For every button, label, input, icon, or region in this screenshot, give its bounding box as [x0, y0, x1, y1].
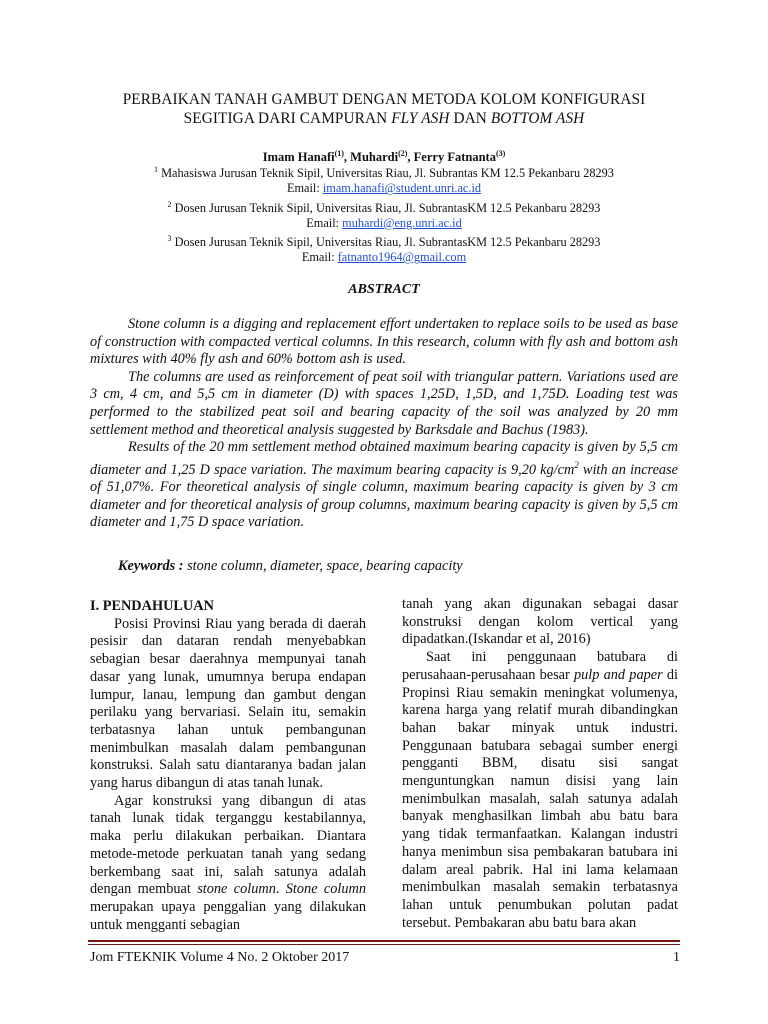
title-bottom-ash: BOTTOM ASH: [490, 110, 585, 127]
footer-page-number: 1: [673, 950, 680, 965]
abstract-paragraph-3-b: with an increase of 51,07%. For theoretical analysis of single column, maximum bearing capacity is given by 3 cm diameter and for theoretical analysis of group columns, maximum bearing capacity is given by 5,5 cm diameter and 1,75 D space variation.: [90, 461, 678, 531]
title-line-2-mid: DAN: [449, 110, 491, 127]
email-label: Email:: [286, 181, 323, 196]
author-list: Imam Hanafi$^{(1)}$, Muhardi$^{(2)}$, Ferry Fatnanta$^{(3)}$: [262, 149, 506, 165]
abstract-paragraph-1: Stone column is a digging and replacement effort undertaken to replace soils to be used as base of construction with compacted vertical columns. In this research, column with fly ash and bottom ash mixtures with 40% fly ash and 60% bottom ash is used.: [90, 316, 678, 368]
abstract-unit-superscript: 2: [574, 459, 579, 470]
intro-term-stone-column: stone column: [197, 881, 276, 898]
title-line-2: [90, 109, 678, 128]
left-column: [90, 598, 366, 934]
title-fly-ash: FLY ASH: [391, 110, 450, 127]
intro-paragraph-3: [402, 649, 678, 932]
intro-paragraph-continued: tanah yang akan digunakan sebagai dasar konstruksi dengan kolom vertical yang dipadatkan.(Iskandar et al, 2016): [402, 596, 678, 648]
intro-paragraph-1: Posisi Provinsi Riau yang berada di daerah pesisir dan dataran rendah menyebabkan sebagian besar daerahnya mempunyai tanah dasar yang lunak, umumnya berupa endapan lumpur, lanau, lempung dan gambut dengan perilaku yang bervariasi. Selain itu, semakin terbatasnya lahan untuk pembangunan menimbulkan masalah dalam pembangunan konstruksi. Salah satu diantaranya badan jalan yang harus dibangun di atas tanah lunak.: [90, 615, 366, 792]
keywords-text: stone column, diameter, space, bearing capacity: [183, 558, 463, 574]
affiliation-3-text: Dosen Jurusan Teknik Sipil, Universitas Riau, Jl. SubrantasKM 12.5 Pekanbaru 28293: [174, 235, 601, 250]
affiliation-2-num: 2: [167, 199, 172, 209]
title-line-2-pre: SEGITIGA DARI CAMPURAN: [183, 110, 392, 127]
affiliation-2: [90, 197, 678, 216]
abstract-paragraph-2: The columns are used as reinforcement of peat soil with triangular pattern. Variations used are 3 cm, 4 cm, and 5,5 cm in diameter (D) with spaces 1,25D, 1,5D, and 1,75D. Loading test was performed to the stabilized peat soil and bearing capacity of the soil was analyzed by 20 mm settlement method and theoretical analysis suggested by Barksdale and Bachus (1983).: [90, 368, 678, 438]
right-column: [402, 596, 678, 932]
abstract-body: [90, 316, 678, 532]
author-2-mark: (2): [398, 149, 408, 158]
intro-paragraph-3-a: Saat ini penggunaan batubara di perusahaan-perusahaan besar: [402, 649, 678, 683]
affiliation-3-num: 3: [167, 234, 172, 243]
email-link-2[interactable]: muhardi@eng.unri.ac.id: [342, 215, 462, 230]
intro-paragraph-2-a: Agar konstruksi yang dibangun di atas tanah lunak tidak terganggu kestabilannya, maka perlu dilakukan perbaikan. Diantara metode-metode perkuatan tanah yang sedang berkembang saat ini, salah satunya adalah dengan membuat: [90, 792, 366, 898]
author-1: Imam Hanafi: [262, 150, 335, 165]
affiliation-1: [90, 162, 678, 181]
intro-paragraph-3-b: di Propinsi Riau semakin meningkat volumenya, karena harga yang relatif murah dibandingkan bahan bakar minyak untuk industri. Penggunaan batubara sebagai sumber energi pengganti BBM, disatu sisi sangat menguntungkan namun disisi yang lain menimbulkan masalah, salah satunya adalah banyak menghasilkan limbah abu batu bara yang tidak termanfaatkan. Kalangan industri hanya menimbun sisa pembakaran batubara ini dalam areal pabrik. Hal ini lama kelamaan menimbulkan masalah semakin terbatasnya lahan untuk penumbukan polutan padat tersebut. Pembakaran abu batu bara akan: [402, 666, 678, 931]
abstract-heading: ABSTRACT: [348, 282, 420, 297]
footer-journal: Jom FTEKNIK Volume 4 No. 2 Oktober 2017: [90, 950, 350, 965]
affiliations: [90, 162, 678, 266]
title-line-1: PERBAIKAN TANAH GAMBUT DENGAN METODA KOLOM KONFIGURASI: [122, 91, 646, 108]
affiliation-2-email-line: [90, 216, 678, 231]
affiliation-1-email-line: [90, 181, 678, 196]
email-link-1[interactable]: imam.hanafi@student.unri.ac.id: [322, 181, 482, 196]
email-link-3[interactable]: fatnanto1964@gmail.com: [337, 250, 467, 265]
affiliation-3: [90, 231, 678, 250]
affiliation-1-text: Mahasiswa Jurusan Teknik Sipil, Universitas Riau, Jl. Subrantas KM 12.5 Pekanbaru 28293: [161, 166, 614, 181]
footer-rule-thin: [88, 944, 680, 945]
paper-title: [90, 90, 678, 128]
intro-paragraph-2-b: .: [275, 881, 286, 898]
keywords: [118, 558, 678, 575]
intro-paragraph-2-c: merupakan upaya penggalian yang dilakukan untuk mengganti sebagian: [90, 898, 366, 933]
affiliation-1-num: 1: [154, 165, 159, 174]
footer-rule-thick: [88, 940, 680, 942]
author-1-mark: (1): [334, 149, 344, 158]
intro-term-pulp-paper: pulp and paper: [573, 666, 663, 683]
intro-term-stone-column-2: Stone column: [285, 881, 366, 898]
email-label: Email:: [306, 215, 343, 230]
email-label: Email:: [301, 250, 338, 265]
author-3-mark: (3): [495, 149, 506, 158]
keywords-label: Keywords :: [118, 558, 184, 574]
affiliation-2-text: Dosen Jurusan Teknik Sipil, Universitas Riau, Jl. SubrantasKM 12.5 Pekanbaru 28293: [174, 200, 601, 215]
affiliation-3-email-line: [90, 250, 678, 265]
author-3: Ferry Fatnanta: [413, 150, 496, 165]
abstract-paragraph-3: [90, 439, 678, 532]
author-2: Muhardi: [350, 150, 399, 165]
intro-paragraph-2: [90, 793, 366, 935]
abstract-paragraph-3-a: Results of the 20 mm settlement method obtained maximum bearing capacity is given by 5,5 cm diameter and 1,25 D space variation. The maximum bearing capacity is 9,20 kg/cm: [90, 439, 678, 478]
section-heading-introduction: I. PENDAHULUAN: [90, 598, 214, 614]
